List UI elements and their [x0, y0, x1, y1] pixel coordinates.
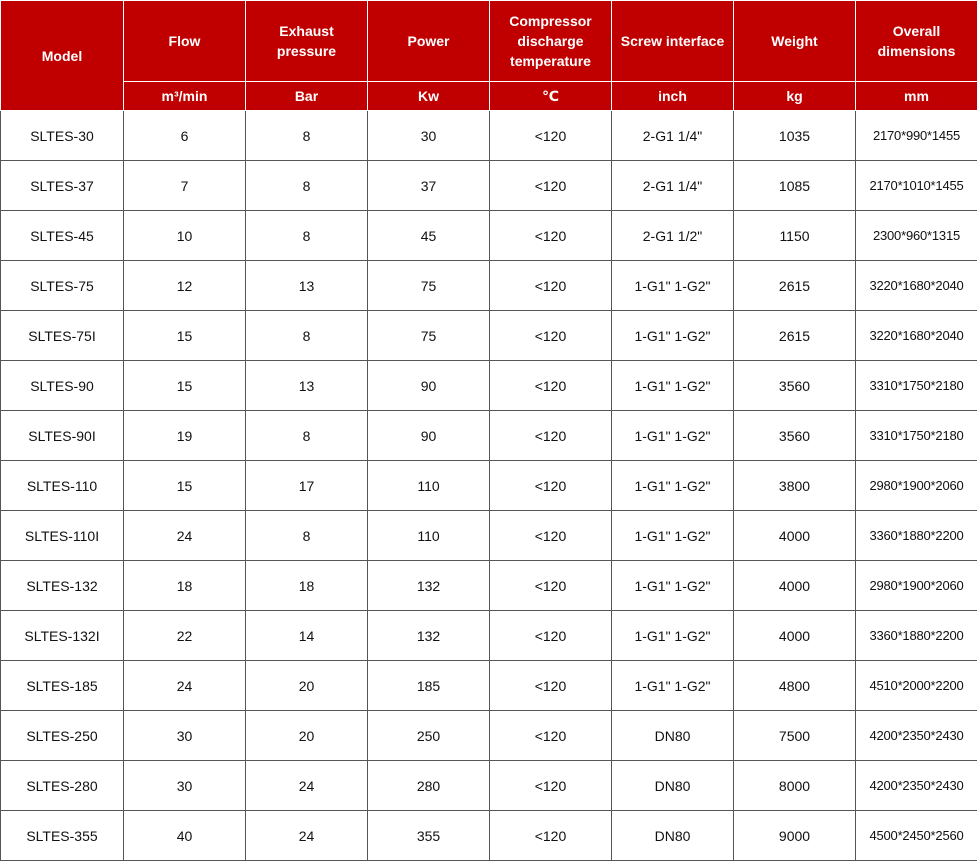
power-cell: 75 — [368, 261, 490, 311]
header-overall-dimensions: Overall dimensions — [856, 1, 977, 82]
table-row — [1, 761, 977, 811]
flow-cell: 24 — [124, 661, 246, 711]
model-cell: SLTES-90 — [1, 361, 124, 411]
pressure-cell: 8 — [246, 411, 368, 461]
temperature-cell: <120 — [490, 261, 612, 311]
model-cell: SLTES-45 — [1, 211, 124, 261]
interface-cell: 1-G1" 1-G2" — [612, 411, 734, 461]
temperature-cell: <120 — [490, 761, 612, 811]
temperature-cell: <120 — [490, 611, 612, 661]
flow-cell: 6 — [124, 111, 246, 161]
pressure-cell: 18 — [246, 561, 368, 611]
weight-cell: 9000 — [734, 811, 856, 861]
dimensions-cell: 3360*1880*2200 — [856, 611, 977, 661]
header-exhaust-pressure: Exhaust pressure — [246, 1, 368, 82]
flow-cell: 30 — [124, 711, 246, 761]
table-row — [1, 661, 977, 711]
table-row — [1, 211, 977, 261]
dimensions-cell: 3220*1680*2040 — [856, 261, 977, 311]
power-cell: 110 — [368, 511, 490, 561]
dimensions-cell: 4200*2350*2430 — [856, 711, 977, 761]
interface-cell: 2-G1 1/4" — [612, 161, 734, 211]
temperature-cell: <120 — [490, 661, 612, 711]
weight-cell: 3800 — [734, 461, 856, 511]
interface-cell: DN80 — [612, 811, 734, 861]
unit-dimensions: mm — [856, 82, 977, 111]
interface-cell: 1-G1" 1-G2" — [612, 661, 734, 711]
table-row — [1, 411, 977, 461]
weight-cell: 4000 — [734, 511, 856, 561]
pressure-cell: 8 — [246, 111, 368, 161]
interface-cell: 2-G1 1/4" — [612, 111, 734, 161]
interface-cell: 1-G1" 1-G2" — [612, 611, 734, 661]
dimensions-cell: 4200*2350*2430 — [856, 761, 977, 811]
model-cell: SLTES-132I — [1, 611, 124, 661]
pressure-cell: 8 — [246, 211, 368, 261]
interface-cell: DN80 — [612, 761, 734, 811]
power-cell: 75 — [368, 311, 490, 361]
power-cell: 90 — [368, 361, 490, 411]
flow-cell: 30 — [124, 761, 246, 811]
flow-cell: 7 — [124, 161, 246, 211]
header-flow: Flow — [124, 1, 246, 82]
temperature-cell: <120 — [490, 411, 612, 461]
dimensions-cell: 2980*1900*2060 — [856, 461, 977, 511]
dimensions-cell: 2170*990*1455 — [856, 111, 977, 161]
pressure-cell: 8 — [246, 161, 368, 211]
temperature-cell: <120 — [490, 161, 612, 211]
table-row — [1, 561, 977, 611]
pressure-cell: 8 — [246, 311, 368, 361]
flow-cell: 22 — [124, 611, 246, 661]
unit-pressure: Bar — [246, 82, 368, 111]
interface-cell: 1-G1" 1-G2" — [612, 561, 734, 611]
weight-cell: 4800 — [734, 661, 856, 711]
model-cell: SLTES-90I — [1, 411, 124, 461]
power-cell: 132 — [368, 611, 490, 661]
table-header — [1, 1, 977, 111]
table-row — [1, 711, 977, 761]
dimensions-cell: 2980*1900*2060 — [856, 561, 977, 611]
table-row — [1, 311, 977, 361]
flow-cell: 12 — [124, 261, 246, 311]
model-cell: SLTES-30 — [1, 111, 124, 161]
power-cell: 90 — [368, 411, 490, 461]
temperature-cell: <120 — [490, 211, 612, 261]
table-row — [1, 611, 977, 661]
weight-cell: 3560 — [734, 361, 856, 411]
unit-temperature: ℃ — [490, 82, 612, 111]
dimensions-cell: 3220*1680*2040 — [856, 311, 977, 361]
unit-interface: inch — [612, 82, 734, 111]
power-cell: 250 — [368, 711, 490, 761]
table-row — [1, 361, 977, 411]
power-cell: 110 — [368, 461, 490, 511]
weight-cell: 4000 — [734, 611, 856, 661]
dimensions-cell: 4510*2000*2200 — [856, 661, 977, 711]
pressure-cell: 24 — [246, 811, 368, 861]
table-row — [1, 461, 977, 511]
power-cell: 355 — [368, 811, 490, 861]
table-body — [1, 111, 977, 861]
pressure-cell: 13 — [246, 361, 368, 411]
weight-cell: 7500 — [734, 711, 856, 761]
flow-cell: 18 — [124, 561, 246, 611]
model-cell: SLTES-37 — [1, 161, 124, 211]
interface-cell: 1-G1" 1-G2" — [612, 311, 734, 361]
header-weight: Weight — [734, 1, 856, 82]
temperature-cell: <120 — [490, 711, 612, 761]
interface-cell: 2-G1 1/2" — [612, 211, 734, 261]
table-row — [1, 811, 977, 861]
header-model: Model — [1, 1, 124, 111]
power-cell: 132 — [368, 561, 490, 611]
flow-cell: 19 — [124, 411, 246, 461]
header-screw-interface: Screw interface — [612, 1, 734, 82]
interface-cell: 1-G1" 1-G2" — [612, 511, 734, 561]
unit-flow: m³/min — [124, 82, 246, 111]
weight-cell: 2615 — [734, 261, 856, 311]
dimensions-cell: 2170*1010*1455 — [856, 161, 977, 211]
weight-cell: 3560 — [734, 411, 856, 461]
table-row — [1, 261, 977, 311]
temperature-cell: <120 — [490, 811, 612, 861]
header-row — [1, 1, 977, 82]
dimensions-cell: 3310*1750*2180 — [856, 411, 977, 461]
temperature-cell: <120 — [490, 461, 612, 511]
model-cell: SLTES-280 — [1, 761, 124, 811]
model-cell: SLTES-250 — [1, 711, 124, 761]
dimensions-cell: 3360*1880*2200 — [856, 511, 977, 561]
model-cell: SLTES-355 — [1, 811, 124, 861]
flow-cell: 24 — [124, 511, 246, 561]
unit-row — [1, 82, 977, 111]
pressure-cell: 13 — [246, 261, 368, 311]
model-cell: SLTES-110I — [1, 511, 124, 561]
pressure-cell: 8 — [246, 511, 368, 561]
power-cell: 185 — [368, 661, 490, 711]
flow-cell: 15 — [124, 461, 246, 511]
pressure-cell: 17 — [246, 461, 368, 511]
power-cell: 37 — [368, 161, 490, 211]
weight-cell: 1085 — [734, 161, 856, 211]
dimensions-cell: 2300*960*1315 — [856, 211, 977, 261]
pressure-cell: 24 — [246, 761, 368, 811]
flow-cell: 10 — [124, 211, 246, 261]
power-cell: 280 — [368, 761, 490, 811]
unit-power: Kw — [368, 82, 490, 111]
model-cell: SLTES-132 — [1, 561, 124, 611]
table-row — [1, 161, 977, 211]
dimensions-cell: 3310*1750*2180 — [856, 361, 977, 411]
weight-cell: 1150 — [734, 211, 856, 261]
temperature-cell: <120 — [490, 511, 612, 561]
interface-cell: 1-G1" 1-G2" — [612, 261, 734, 311]
temperature-cell: <120 — [490, 311, 612, 361]
weight-cell: 8000 — [734, 761, 856, 811]
pressure-cell: 14 — [246, 611, 368, 661]
pressure-cell: 20 — [246, 711, 368, 761]
temperature-cell: <120 — [490, 561, 612, 611]
interface-cell: DN80 — [612, 711, 734, 761]
pressure-cell: 20 — [246, 661, 368, 711]
weight-cell: 1035 — [734, 111, 856, 161]
model-cell: SLTES-75 — [1, 261, 124, 311]
model-cell: SLTES-185 — [1, 661, 124, 711]
header-discharge-temperature: Compressor discharge temperature — [490, 1, 612, 82]
interface-cell: 1-G1" 1-G2" — [612, 361, 734, 411]
header-power: Power — [368, 1, 490, 82]
weight-cell: 4000 — [734, 561, 856, 611]
temperature-cell: <120 — [490, 361, 612, 411]
flow-cell: 40 — [124, 811, 246, 861]
flow-cell: 15 — [124, 311, 246, 361]
power-cell: 45 — [368, 211, 490, 261]
temperature-cell: <120 — [490, 111, 612, 161]
unit-weight: kg — [734, 82, 856, 111]
weight-cell: 2615 — [734, 311, 856, 361]
power-cell: 30 — [368, 111, 490, 161]
dimensions-cell: 4500*2450*2560 — [856, 811, 977, 861]
interface-cell: 1-G1" 1-G2" — [612, 461, 734, 511]
table-row — [1, 511, 977, 561]
model-cell: SLTES-75I — [1, 311, 124, 361]
flow-cell: 15 — [124, 361, 246, 411]
model-cell: SLTES-110 — [1, 461, 124, 511]
table-row — [1, 111, 977, 161]
